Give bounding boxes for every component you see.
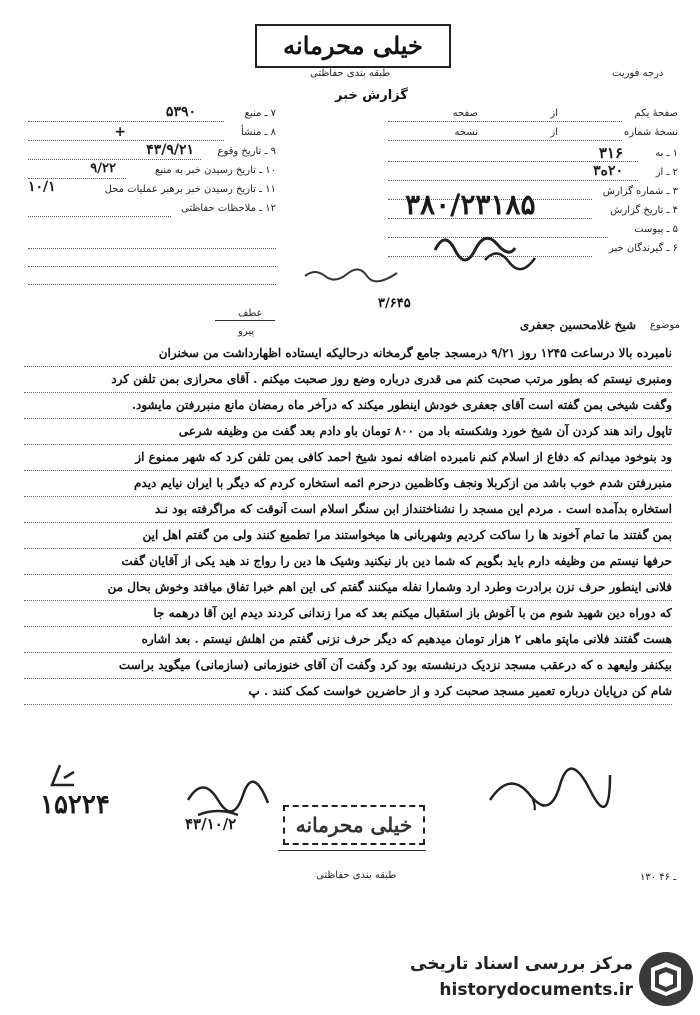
field-page [388, 108, 678, 126]
signature-left [30, 760, 90, 796]
field-received-source-value: ۹/۲۲ [90, 161, 116, 176]
field-received-leader-value: ۱۰/۱ [28, 179, 56, 195]
peyro-label: پیرو [238, 326, 255, 337]
body-line: تاپول راند هند کردن آن شیخ خورد وشکسته باد من ۸۰۰ تومان باو دادم بعد گفت من وظیفه شرعی [24, 424, 672, 448]
field-security-notes-label: ۱۲ ـ ملاحظات حفاظتی [181, 203, 276, 214]
body-line: ود بنوخود میدانم که دفاع از اسلام کنم نامبرده اضافه نمود شیخ احمد کافی بمن تلفن کرد که شهر ممنوع از [24, 450, 672, 474]
field-recipients-label: ۶ ـ گیرندگان خبر [608, 243, 678, 254]
subject-label: موضوع [649, 320, 680, 331]
hand-note-right: ۱۰ [530, 795, 548, 814]
blank-line [28, 266, 276, 267]
hand-note-mid: ۴۳/۱۰/۲ [185, 815, 237, 833]
field-occurrence-date-label: ۹ ـ تاریخ وقوع [217, 146, 276, 157]
body-line: نامبرده بالا درساعت ۱۲۴۵ روز ۹/۲۱ درمسجد جامع گرمخانه درحالیکه ایستاده اظهارداشت من سخنران [24, 346, 672, 370]
watermark [410, 948, 695, 1010]
handwriting-scribble [300, 262, 420, 288]
field-origin-label: ۸ ـ منشأ [240, 127, 276, 138]
watermark-title: مرکز بررسی اسناد تاریخی [410, 954, 633, 974]
field-copy [388, 127, 678, 145]
field-received-source [28, 161, 276, 183]
classification-stamp-text: خیلی محرمانه [283, 31, 423, 60]
field-page-label: صفحهٔ یکم [634, 108, 678, 119]
subject-value: شیخ غلامحسین جعفری [519, 318, 636, 332]
field-received-leader-label: ۱۱ ـ تاریخ رسیدن خبر برهبر عملیات محل [104, 184, 276, 195]
handwriting-scribble [425, 220, 585, 275]
classification-stamp-top [255, 24, 451, 68]
urgency-label: درجه فوریت [612, 68, 664, 79]
body-line: شام کن درپایان درباره تعمیر مسجد صحبت کرد و از حاضرین خواست کمک کنند . پ [24, 684, 672, 708]
field-page-mid1: از [550, 108, 558, 119]
ref-number-2: ۳/۶۴۵ [378, 296, 411, 311]
classification-caption-top: طبقه بندی حفاظتی [310, 68, 391, 79]
classification-stamp-bottom [283, 805, 425, 845]
field-copy-mid1: از [550, 127, 558, 138]
atf-divider [215, 320, 275, 321]
field-to-label: ۱ ـ به [655, 148, 678, 159]
field-source [28, 104, 276, 126]
field-occurrence-date-value: ۴۳/۹/۲۱ [146, 142, 194, 158]
body-line: منبررفتن شدم خوب باشد من ازکربلا ونجف وکاظمین درحرم ائمه استخاره کردم که دیگر با ایران نیایم دیدم [24, 476, 672, 500]
field-copy-mid2: نسخه [454, 127, 478, 138]
form-code: ۱۳۰ ـ ۴۶ [640, 872, 677, 883]
body-line: وگفت شیخی بمن گفته است آقای جعفری خودش اینطور میکند که درآخر ماه رمضان مانع منبررفتن مایشود. [24, 398, 672, 422]
field-report-number-label: ۳ ـ شماره گزارش [602, 186, 678, 197]
body-line: فلانی اینطور حرف نزن برادرت وطرد ارد وشمارا نفله میکنند گفتم کی این اهم خبرا تفاق میافتد وخوش بحال من [24, 580, 672, 604]
field-to [388, 144, 678, 166]
field-received-source-label: ۱۰ ـ تاریخ رسیدن خبر به منبع [154, 165, 276, 176]
signature-right [480, 765, 620, 815]
blank-line [28, 284, 276, 285]
reference-number: ۳۸۰/۲۳۱۸۵ [405, 188, 536, 221]
classification-caption-bottom: طبقه بندی حفاظتی [316, 870, 397, 881]
hand-note-left: ۱۵۲۲۴ [40, 790, 110, 820]
body-line: که دوراه دین شهید شوم من با آغوش باز استقبال میکنم بعد که مرا زندانی کردند دیدم این آقا درهمه جا [24, 606, 672, 630]
field-copy-label: نسخهٔ شماره [624, 127, 678, 138]
footer-divider [278, 850, 426, 851]
field-occurrence-date [28, 142, 276, 164]
field-page-mid2: صفحه [452, 108, 478, 119]
subject-row [430, 318, 680, 338]
body-line: هست گفتند فلانی ماپتو ماهی ۲ هزار تومان میدهیم که دیگر حرف نزنی گفتم من اهلش نیستم . بعد اشاره [24, 632, 672, 656]
field-from-value: ۲۰ه۳ [593, 163, 623, 179]
field-security-notes [28, 203, 276, 221]
classification-stamp-bottom-text: خیلی محرمانه [295, 813, 413, 837]
field-from-label: ۲ ـ از [655, 167, 678, 178]
body-line: ومنبری نیستم که بطور مرتب صحبت کنم می قدری درباره وضع روز صحبت میکنم . آقای محرازی بمن تلفن کرد [24, 372, 672, 396]
field-to-value: ۳۱۶ [598, 144, 623, 162]
watermark-url: historydocuments.ir [439, 980, 633, 1000]
left-fields [28, 104, 276, 238]
field-source-value: ۵۳۹۰ [165, 104, 196, 120]
archive-logo-icon [637, 950, 695, 1008]
body-line: استخاره بدآمده است . مردم این مسجد را نشناختنداز ابن سنگر اسلام است آنوقت که مراگرفته بود نـد [24, 502, 672, 526]
field-attachment-label: ۵ ـ پیوست [634, 224, 678, 235]
field-source-label: ۷ ـ منبع [244, 108, 276, 119]
body-line: حرفها نیستم من وظیفه دارم باید بگویم که شما دین باز نیکنید وشیک ها دین را رواج ند هید یکی از آقایان گفت [24, 554, 672, 578]
body-line: بیکنفر ولیعهد ه که درعقب مسجد نزدیک درنشسته بود کرد وگفت آن آقای خنوزمانی (سازمانی) میگوید براست [24, 658, 672, 682]
field-from [388, 163, 678, 185]
body-line: بمن گفتند ما تمام آخوند ها را ساکت کردیم وشهربانی ها میخواستند مرا تطمیع کنند ولی من گفتم اهل این [24, 528, 672, 552]
field-received-leader [28, 179, 276, 202]
atf-label: عطف [238, 308, 263, 319]
report-title: گزارش خبر [335, 88, 408, 103]
field-origin-value: + [114, 124, 126, 140]
blank-line [28, 248, 276, 249]
field-report-date-label: ۴ ـ تاریخ گزارش [610, 205, 678, 216]
